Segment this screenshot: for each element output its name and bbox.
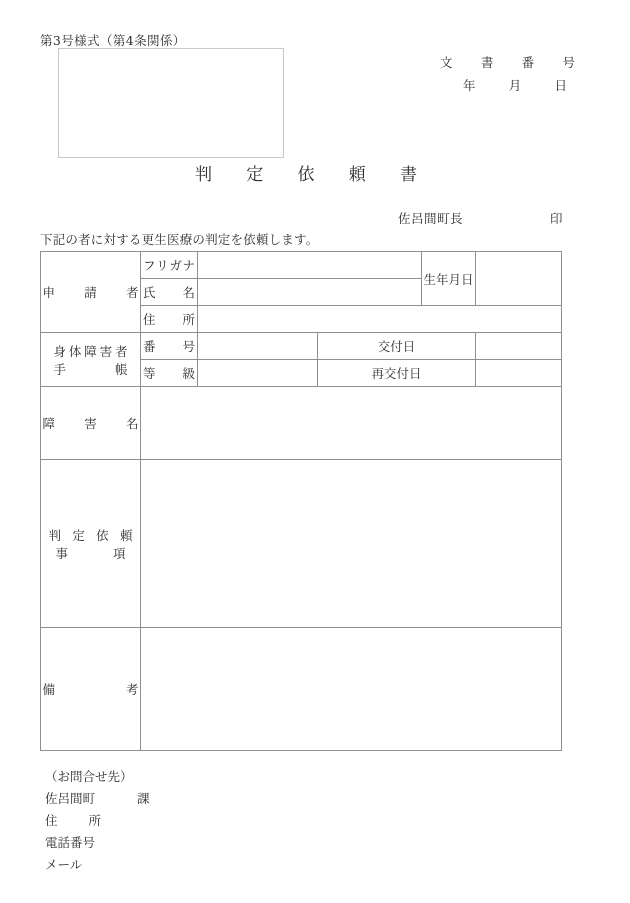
doc-number-char-2: 書 xyxy=(480,55,494,70)
field-name-value[interactable] xyxy=(198,279,422,306)
reissue-date-label: 再交付日 xyxy=(371,366,422,381)
contact-block xyxy=(45,766,150,876)
cell-reissue-date-label xyxy=(318,360,476,387)
request-form-table xyxy=(40,251,562,751)
doc-date-char-3: 日 xyxy=(554,78,567,93)
title-char-4: 頼 xyxy=(348,165,366,185)
doc-number-char-3: 番 xyxy=(521,55,535,70)
contact-department: 課 xyxy=(137,791,150,806)
disability-name-label: 障 害 名 xyxy=(42,416,139,431)
field-request-items-value[interactable] xyxy=(141,460,562,628)
field-grade-value[interactable] xyxy=(198,360,318,387)
cell-number-label xyxy=(141,333,198,360)
furigana-label: フ リ ガ ナ xyxy=(143,258,195,273)
page-title xyxy=(195,160,417,185)
cell-address-label xyxy=(141,306,198,333)
field-birthdate-value[interactable] xyxy=(476,252,562,306)
certificate-label-line2: 手 帳 xyxy=(53,361,128,377)
address-label: 住 所 xyxy=(143,312,195,327)
table-row-request-items xyxy=(41,460,562,628)
field-address-value[interactable] xyxy=(198,306,562,333)
request-items-label-line2: 事 項 xyxy=(55,545,126,561)
field-reissue-date-value[interactable] xyxy=(476,360,562,387)
cell-disability-name-label xyxy=(41,387,141,460)
field-remarks-value[interactable] xyxy=(141,628,562,751)
request-items-label-line1: 判 定 依 頼 xyxy=(48,527,133,543)
issue-date-label: 交付日 xyxy=(377,339,416,354)
doc-date-char-1: 年 xyxy=(463,78,476,93)
field-furigana-value[interactable] xyxy=(198,252,422,279)
cell-remarks-label xyxy=(41,628,141,751)
cell-grade-label xyxy=(141,360,198,387)
applicant-label: 申 請 者 xyxy=(42,285,139,300)
cell-furigana-label xyxy=(141,252,198,279)
contact-town: 佐呂間町 xyxy=(45,791,96,806)
addressee: 佐呂間町長 xyxy=(398,211,464,226)
contact-town-line xyxy=(45,788,150,810)
table-row-remarks xyxy=(41,628,562,751)
title-char-1: 判 xyxy=(195,165,212,185)
document-date-label xyxy=(463,76,567,94)
name-label: 氏 名 xyxy=(143,285,195,300)
doc-date-char-2: 月 xyxy=(508,78,522,93)
doc-number-char-1: 文 xyxy=(440,55,453,70)
number-label: 番 号 xyxy=(143,339,195,354)
doc-number-char-4: 号 xyxy=(562,55,575,70)
cell-applicant-label xyxy=(41,252,141,333)
cell-issue-date-label xyxy=(318,333,476,360)
birthdate-label: 生年月日 xyxy=(423,271,474,287)
field-issue-date-value[interactable] xyxy=(476,333,562,360)
cell-request-items-label xyxy=(41,460,141,628)
lead-sentence: 下記の者に対する更生医療の判定を依頼します。 xyxy=(40,232,319,247)
title-char-2: 定 xyxy=(246,165,264,185)
contact-address-label: 住 所 xyxy=(45,813,101,828)
title-char-3: 依 xyxy=(297,165,315,185)
stamp-box xyxy=(58,48,284,158)
field-disability-name-value[interactable] xyxy=(141,387,562,460)
table-row-certificate-number xyxy=(41,333,562,360)
field-number-value[interactable] xyxy=(198,333,318,360)
certificate-label-line1: 身 体 障 害 者 xyxy=(53,343,128,359)
document-number-label xyxy=(440,53,575,71)
remarks-label: 備 考 xyxy=(42,682,139,697)
contact-mail-label: メール xyxy=(45,857,83,872)
cell-name-label xyxy=(141,279,198,306)
contact-phone-label: 電話番号 xyxy=(45,835,96,850)
seal-mark: 印 xyxy=(550,211,563,226)
contact-heading: （お問合せ先） xyxy=(45,769,133,784)
form-number: 第3号様式（第4条関係） xyxy=(40,33,186,48)
cell-certificate-label xyxy=(41,333,141,387)
table-row-furigana xyxy=(41,252,562,279)
title-char-5: 書 xyxy=(400,165,417,185)
cell-birthdate-label xyxy=(422,252,476,306)
table-row-disability-name xyxy=(41,387,562,460)
grade-label: 等 級 xyxy=(143,366,195,381)
